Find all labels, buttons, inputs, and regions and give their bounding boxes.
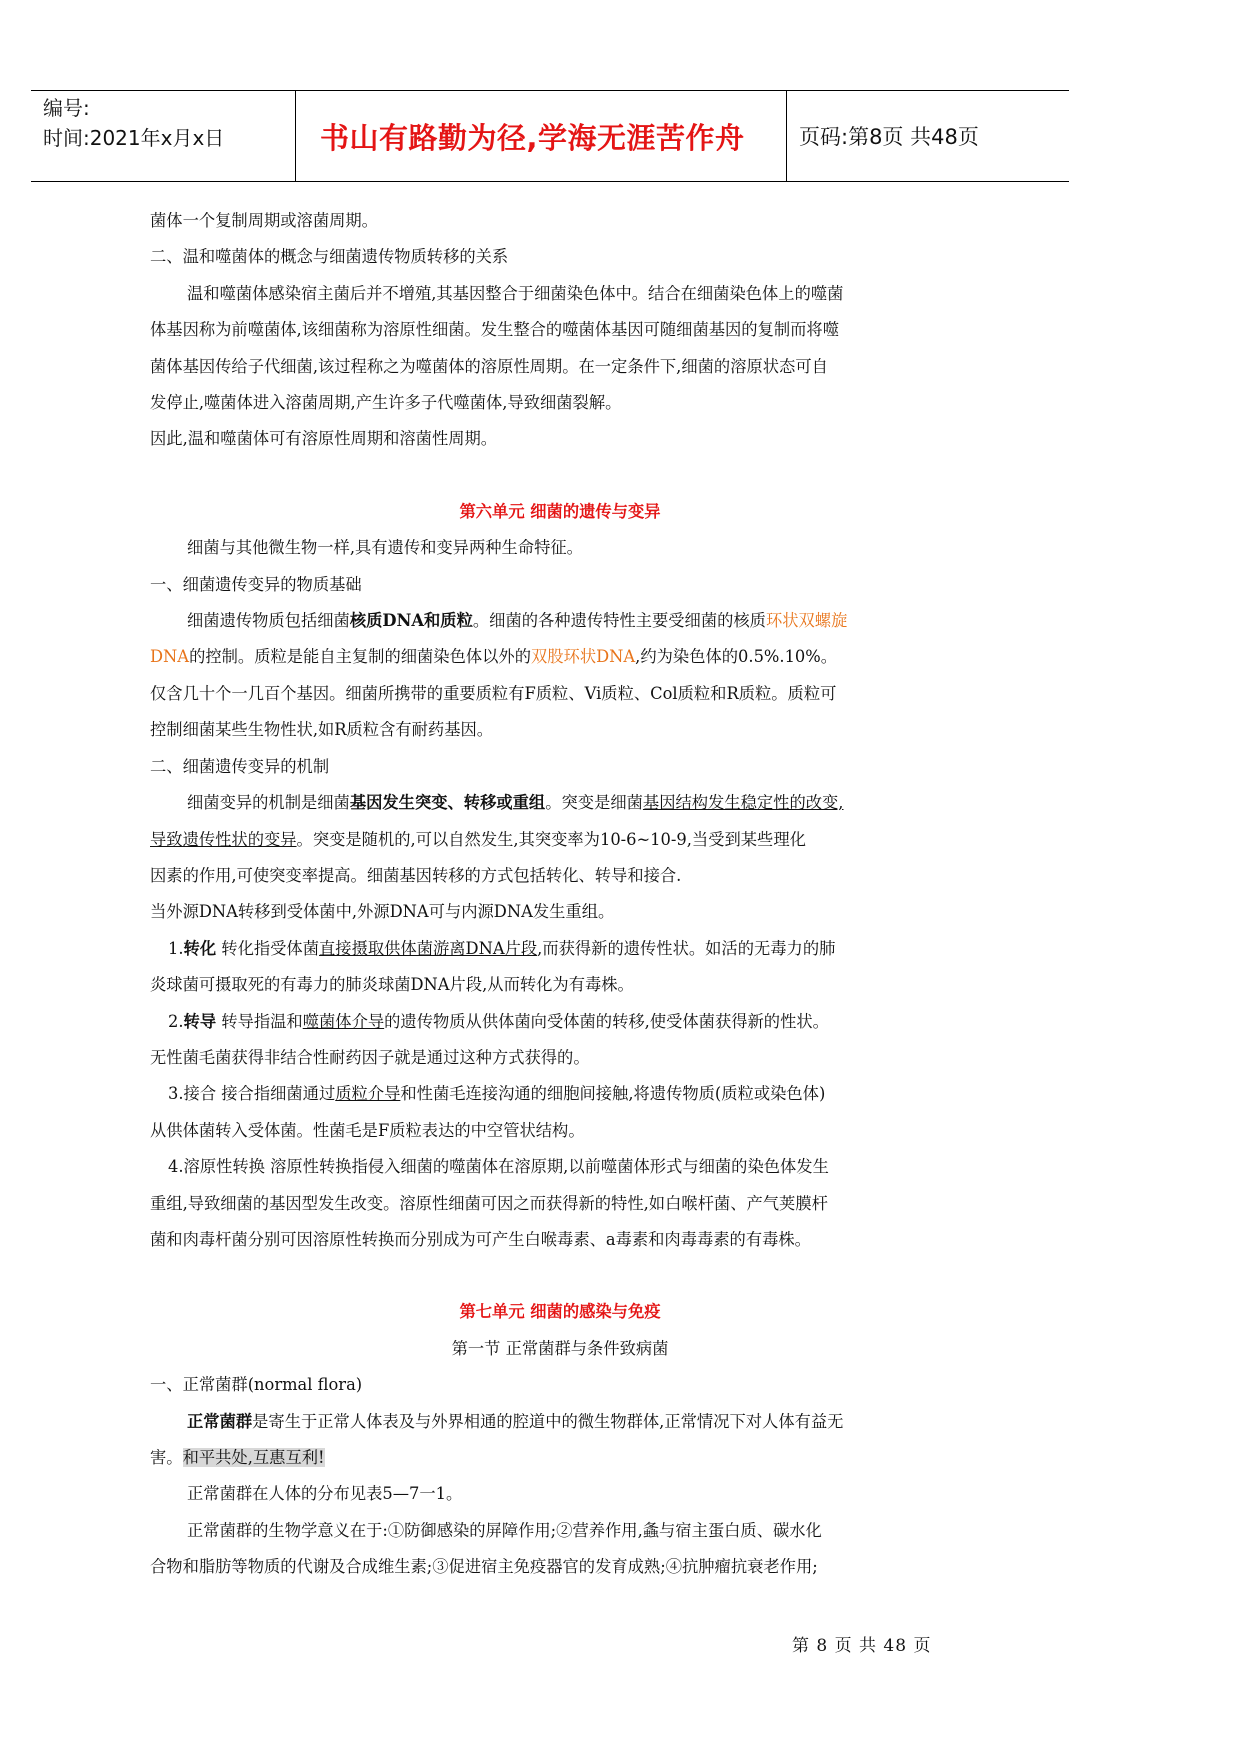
paragraph-line: [150, 603, 970, 639]
page-header: [31, 90, 1069, 182]
text-run: 1.: [168, 938, 184, 958]
paragraph-line: 当外源DNA转移到受体菌中,外源DNA可与内源DNA发生重组。: [150, 902, 615, 922]
paragraph-line: 菌体基因传给子代细菌,该过程称之为噬菌体的溶原性周期。在一定条件下,细菌的溶原状态可自: [150, 356, 828, 376]
paragraph-line: 正常菌群的生物学意义在于:①防御感染的屏障作用;②营养作用,螽与宿主蛋白质、碳水化: [187, 1520, 822, 1540]
underlined-term: 质粒介导: [335, 1084, 401, 1104]
text-run: 害。: [150, 1448, 183, 1467]
page-footer: 第 8 页 共 48 页: [792, 1636, 932, 1656]
paragraph-line: 因此,温和噬菌体可有溶原性周期和溶菌性周期。: [150, 429, 498, 449]
text-run: 是寄生于正常人体表及与外界相通的腔道中的微生物群体,正常情况下对人体有益无: [252, 1411, 844, 1431]
section-title: 第一节 正常菌群与条件致病菌: [451, 1338, 669, 1358]
motto: 书山有路勤为径,学海无涯苦作舟: [296, 91, 787, 181]
section-heading: 一、正常菌群(normal flora): [150, 1375, 363, 1395]
time-label: 时间:2021年x月x日: [43, 126, 225, 150]
paragraph-line: [150, 1076, 970, 1112]
unit-title: 第七单元 细菌的感染与免疫: [459, 1302, 661, 1322]
highlight-term: 双股环状DNA: [530, 647, 636, 667]
paragraph-line: 从供体菌转入受体菌。性菌毛是F质粒表达的中空管状结构。: [150, 1120, 585, 1140]
text-run: 细菌遗传物质包括细菌: [187, 611, 350, 631]
paragraph-line: 菌和肉毒杆菌分别可因溶原性转换而分别成为可产生白喉毒素、a毒素和肉毒毒素的有毒株。: [150, 1229, 811, 1249]
paragraph-line: 温和噬菌体感染宿主菌后并不增殖,其基因整合于细菌染色体中。结合在细菌染色体上的噬菌: [187, 283, 844, 303]
text-run: ,而获得新的遗传性状。如活的无毒力的肺: [537, 938, 836, 958]
underlined-term: 基因结构发生稳定性的改变,: [642, 793, 844, 813]
section-heading: 一、细菌遗传变异的物质基础: [150, 574, 362, 594]
text-run: 的遗传物质从供体菌向受体菌的转移,使受体菌获得新的性状。: [384, 1011, 829, 1031]
unit-title: 第六单元 细菌的遗传与变异: [459, 501, 661, 521]
text-run: 和性菌毛连接沟通的细胞间接触,将遗传物质(质粒或染色体): [400, 1084, 826, 1104]
paragraph-line: 发停止,噬菌体进入溶菌周期,产生许多子代噬菌体,导致细菌裂解。: [150, 393, 622, 413]
paragraph-line: 体基因称为前噬菌体,该细菌称为溶原性细菌。发生整合的噬菌体基因可随细菌基因的复制而将噬: [150, 320, 839, 340]
paragraph-line: [150, 822, 970, 858]
text-run: ,约为染色体的0.5%.10%。: [635, 647, 838, 667]
paragraph-line: [150, 639, 970, 675]
text-run: 转导指温和: [216, 1011, 303, 1031]
underlined-term: 噬菌体介导: [302, 1011, 385, 1031]
text-run: 。突变是随机的,可以自然发生,其突变率为10-6~10-9,当受到某些理化: [296, 829, 806, 849]
text-run: 3.接合 接合指细菌通过: [168, 1084, 336, 1104]
text-run: 2.: [168, 1011, 184, 1031]
paragraph-line: 无性菌毛菌获得非结合性耐药因子就是通过这种方式获得的。: [150, 1047, 590, 1067]
text-run: 的控制。质粒是能自主复制的细菌染色体以外的: [189, 647, 531, 667]
bold-term: 基因发生突变、转移或重组: [349, 793, 546, 813]
page-label: 页码:第8页 共48页: [799, 125, 979, 149]
paragraph-line: [150, 1404, 970, 1440]
spacer: [150, 458, 970, 494]
text-run: 细菌变异的机制是细菌: [187, 793, 350, 813]
underlined-term: 直接摄取供体菌游离DNA片段: [319, 938, 538, 958]
bold-term: 正常菌群: [187, 1411, 253, 1431]
paragraph-line: [150, 785, 970, 821]
paragraph-line: 重组,导致细菌的基因型发生改变。溶原性细菌可因之而获得新的特性,如白喉杆菌、产气荚膜杆: [150, 1193, 828, 1213]
spacer: [150, 1258, 970, 1294]
paragraph-line: 仅含几十个一几百个基因。细菌所携带的重要质粒有F质粒、Vi质粒、Col质粒和R质粒。质粒可: [150, 683, 837, 703]
header-meta: [31, 91, 296, 181]
paragraph-line: 炎球菌可摄取死的有毒力的肺炎球菌DNA片段,从而转化为有毒株。: [150, 975, 634, 995]
paragraph-line: 菌体一个复制周期或溶菌周期。: [150, 211, 378, 230]
highlight-term: DNA: [150, 647, 190, 667]
underlined-term: 导致遗传性状的变异: [150, 829, 297, 849]
paragraph-line: [150, 931, 970, 967]
section-heading: 二、细菌遗传变异的机制: [150, 756, 330, 776]
paragraph-line: [150, 1004, 970, 1040]
paragraph-line: 控制细菌某些生物性状,如R质粒含有耐药基因。: [150, 720, 494, 740]
section-heading: 二、温和噬菌体的概念与细菌遗传物质转移的关系: [150, 247, 509, 267]
paragraph-line: 细菌与其他微生物一样,具有遗传和变异两种生命特征。: [187, 538, 583, 558]
text-run: 。细菌的各种遗传特性主要受细菌的核质: [472, 611, 766, 631]
number-label: 编号:: [43, 96, 90, 120]
paragraph-line: [150, 1440, 970, 1476]
paragraph-line: 正常菌群在人体的分布见表5—7一1。: [187, 1484, 463, 1504]
highlighted-phrase: 和平共处,互惠互利!: [182, 1448, 325, 1467]
text-run: 。突变是细菌: [545, 793, 643, 813]
paragraph-line: 合物和脂肪等物质的代谢及合成维生素;③促进宿主免疫器官的发育成熟;④抗肿瘤抗衰老作用;: [150, 1557, 818, 1577]
bold-term: 转化: [183, 938, 217, 958]
paragraph-line: 因素的作用,可使突变率提高。细菌基因转移的方式包括转化、转导和接合.: [150, 865, 682, 885]
paragraph-line: 4.溶原性转换 溶原性转换指侵入细菌的噬菌体在溶原期,以前噬菌体形式与细菌的染色体发生: [168, 1157, 829, 1177]
highlight-term: 环状双螺旋: [765, 611, 848, 631]
bold-term: 核质DNA和质粒: [349, 611, 473, 631]
text-run: 转化指受体菌: [216, 938, 319, 958]
bold-term: 转导: [183, 1011, 217, 1031]
document-body: [150, 203, 970, 1586]
